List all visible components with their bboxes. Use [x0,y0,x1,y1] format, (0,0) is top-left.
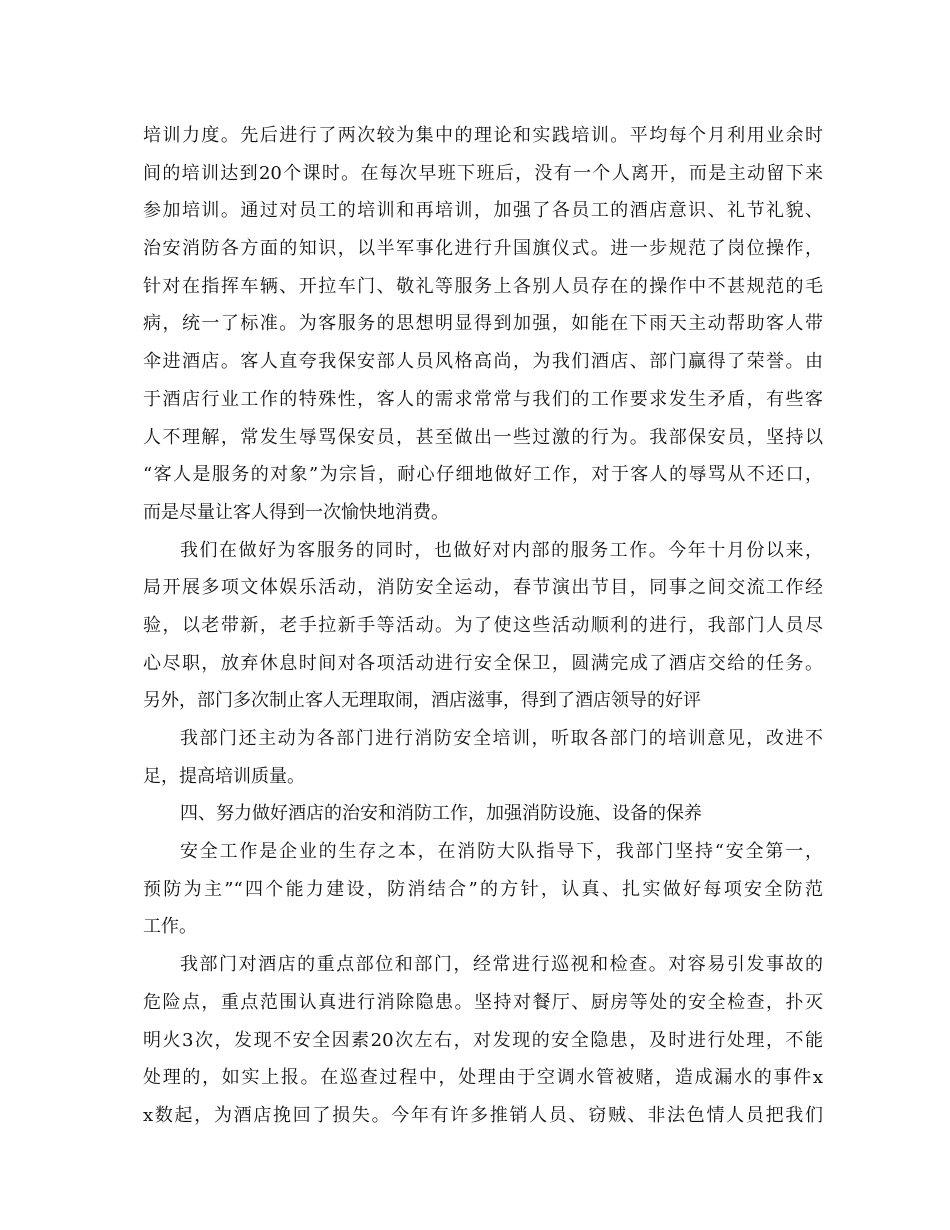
text-line: 参加培训。通过对员工的培训和再培训，加强了各员工的酒店意识、礼节礼貌、 [143,200,823,222]
text-line: 我部门对酒店的重点部位和部门，经常进行巡视和检查。对容易引发事故的 [180,954,823,976]
document-page [143,117,823,1135]
text-line: 针对在指挥车辆、开拉车门、敬礼等服务上各别人员存在的操作中不甚规范的毛 [143,275,823,297]
section-heading: 四、努力做好酒店的治安和消防工作，加强消防设施、设备的保养 [180,803,702,825]
text-line: 明火3次，发现不安全因素20次左右，对发现的安全隐患，及时进行处理，不能 [143,1029,823,1051]
text-line: 处理的，如实上报。在巡查过程中，处理由于空调水管被赌，造成漏水的事件x [143,1067,823,1089]
text-line: 而是尽量让客人得到一次愉快地消费。 [143,501,449,523]
text-line: 心尽职，放弃休息时间对各项活动进行安全保卫，圆满完成了酒店交给的任务。 [143,652,823,674]
text-line: 足，提高培训质量。 [143,765,305,787]
text-line: 治安消防各方面的知识，以半军事化进行升国旗仪式。进一步规范了岗位操作， [143,238,823,260]
text-line: 危险点，重点范围认真进行消除隐患。坚持对餐厅、厨房等处的安全检查，扑灭 [143,991,823,1013]
text-line: 病，统一了标准。为客服务的思想明显得到加强，如能在下雨天主动帮助客人带 [143,313,823,335]
text-line: x数起，为酒店挽回了损失。今年有许多推销人员、窃贼、非法色情人员把我们 [143,1104,823,1126]
text-line: “客人是服务的对象”为宗旨，耐心仔细地做好工作，对于客人的辱骂从不还口， [143,464,823,486]
text-line: 我们在做好为客服务的同时，也做好对内部的服务工作。今年十月份以来， [180,539,823,561]
text-line: 我部门还主动为各部门进行消防安全培训，听取各部门的培训意见，改进不 [180,728,823,749]
text-line: 培训力度。先后进行了两次较为集中的理论和实践培训。平均每个月利用业余时 [143,125,823,146]
text-line: 间的培训达到20个课时。在每次早班下班后，没有一个人离开，而是主动留下来 [143,162,823,184]
text-line: 验，以老带新，老手拉新手等活动。为了使这些活动顺利的进行，我部门人员尽 [143,614,823,636]
text-line: 安全工作是企业的生存之本，在消防大队指导下，我部门坚持“安全第一， [180,841,823,863]
text-line: 预防为主”“四个能力建设，防消结合”的方针，认真、扎实做好每项安全防范 [143,878,823,900]
text-line: 伞进酒店。客人直夸我保安部人员风格高尚，为我们酒店、部门赢得了荣誉。由 [143,351,823,373]
text-line: 工作。 [143,916,197,938]
text-line: 另外，部门多次制止客人无理取闹，酒店滋事，得到了酒店领导的好评 [143,690,701,712]
text-line: 于酒店行业工作的特殊性，客人的需求常常与我们的工作要求发生矛盾，有些客 [143,388,823,410]
text-line: 人不理解，常发生辱骂保安员，甚至做出一些过激的行为。我部保安员，坚持以 [143,426,823,448]
text-line: 局开展多项文体娱乐活动，消防安全运动，春节演出节目，同事之间交流工作经 [143,577,823,599]
